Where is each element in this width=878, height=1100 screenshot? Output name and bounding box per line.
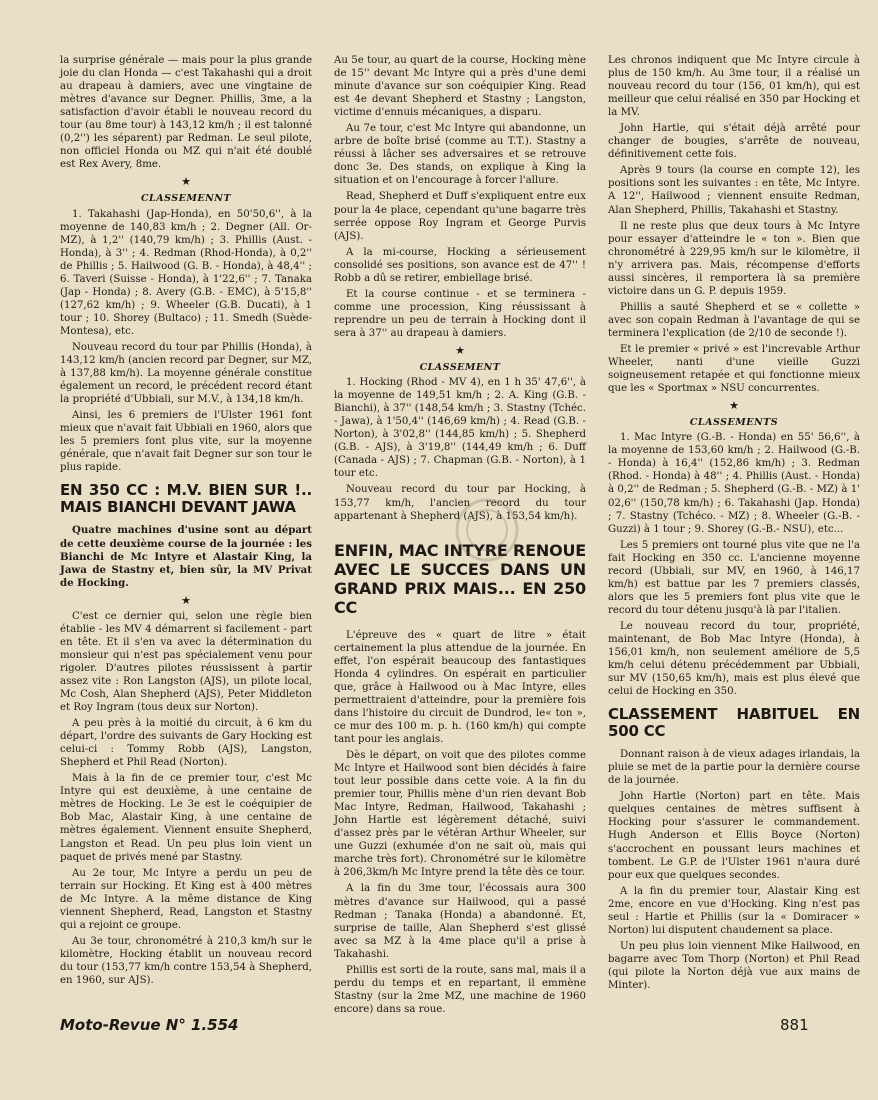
paragraph: Nouveau record du tour par Hocking, à 153,77 km/h, l'ancien record du tour appartenant à Shepherd (AJS), à 153,54 km/h). <box>334 484 586 522</box>
paragraph: John Hartle (Norton) part en tête. Mais quelques centaines de mètres suffisent à Hocking pour s'assurer le commandement. Hugh Anderson et Ellis Boyce (Norton) s'accrochent en poussant leurs machines et tombent. Le G.P. de l'Ulster 1961 n'aura duré pour eux que quelques secondes. <box>608 791 860 881</box>
paragraph: A la mi-course, Hocking a sérieusement consolidé ses positions, son avance est de 47'' ! Robb a dû se retirer, embiellage brisé. <box>334 246 586 284</box>
page-number: 881 <box>780 1016 809 1034</box>
paragraph: Au 2e tour, Mc Intyre a perdu un peu de terrain sur Hocking. Et King est à 400 mètres de Mc Intyre. A la même distance de King viennent Shepherd, Read, Langston et Stastny qui a rejoint ce groupe. <box>60 867 312 931</box>
results-title: CLASSEMENT <box>419 362 501 374</box>
paragraph: Au 7e tour, c'est Mc Intyre qui abandonne, un arbre de boîte brisé (comme au T.T.). Stastny a réussi à lâcher ses adversaires et se retrouve donc 3e. Des stands, on explique à King la situation et on l'encourage à forcer l'allure. <box>334 123 586 187</box>
paragraph: Au 3e tour, chronométré à 210,3 km/h sur le kilomètre, Hocking établit un nouveau record du tour (153,77 km/h contre 153,54 à Shepherd, en 1960, sur AJS). <box>60 935 312 986</box>
star-separator: ★ <box>181 175 191 189</box>
paragraph: Nouveau record du tour par Phillis (Honda), à 143,12 km/h (ancien record par Degner, sur MZ, à 137,88 km/h). La moyenne générale constitue également un record, le précédent record étant la propriété d'Ubbiali, sur M.V., à 134,18 km/h. <box>60 341 312 406</box>
paragraph: A la fin du 3me tour, l'écossais aura 300 mètres d'avance sur Hailwood, qui a passé Redman ; Tanaka (Honda) a abandonné. Et, surprise de taille, Alan Shepherd s'est glissé avec sa MZ à la 4me place qu'il a prise à Takahashi. <box>334 883 586 960</box>
paragraph: L'épreuve des « quart de litre » était certainement la plus attendue de la journée. En effet, l'on espérait beaucoup des fantastiques Honda 4 cylindres. On espérait en particulier que, grâce à Hailwood ou à Mac Intyre, elles permettraient d'atteindre, pour la première fois dans l'histoire du circuit de Dundrod, le« ton », ce mur des 100 m. p. h. (160 km/h) qui compte tant pour les anglais. <box>334 629 586 745</box>
section-heading: ENFIN, MAC INTYRE RENOUE AVEC LE SUCCES DANS UN GRAND PRIX MAIS... EN 250 CC <box>334 540 586 617</box>
paragraph: Au 5e tour, au quart de la course, Hocking mène de 15'' devant Mc Intyre qui a près d'une demi minute d'avance sur son coéquipier King. Read est 4e devant Shepherd et Stastny ; Langston, victime d'ennuis mécaniques, a disparu. <box>334 55 586 119</box>
paragraph: John Hartle, qui s'était déjà arrêté pour changer de bougies, s'arrête de nouveau, définitivement cette fois. <box>608 123 860 161</box>
paragraph: A peu près à la moitié du circuit, à 6 km du départ, l'ordre des suivants de Gary Hocking est celui-ci : Tommy Robb (AJS), Langston, Shepherd et Phil Read (Norton). <box>60 718 312 769</box>
paragraph: Les 5 premiers ont tourné plus vite que ne l'a fait Hocking en 350 cc. L'ancienne moyenne record (Ubbiali, sur MV, en 1960, à 146,17 km/h) est battue par les 7 premiers classés, alors que les 5 premiers font plus vite que le record du tour détenu jusqu'à là par l'italien. <box>608 539 860 616</box>
paragraph: Le nouveau record du tour, propriété, maintenant, de Bob Mac Intyre (Honda), à 156,01 km/h, non seulement améliore de 5,5 km/h celui détenu précédemment par Ubbiali, sur MV (150,65 km/h), mais est plus élevé que celui de Hocking en 350. <box>608 620 860 698</box>
star-separator: ★ <box>181 593 191 607</box>
paragraph: Les chronos indiquent que Mc Intyre circule à plus de 150 km/h. Au 3me tour, il a réalisé un nouveau record du tour (156, 01 km/h), qui est meilleur que celui réalisé en 350 par Hocking et la MV. <box>608 55 860 119</box>
star-separator: ★ <box>455 343 465 357</box>
star-separator: ★ <box>729 399 739 413</box>
paragraph: Mais à la fin de ce premier tour, c'est Mc Intyre qui est deuxième, à une centaine de mètres de Hocking. Le 3e est le coéquipier de Bob Mac, Alastair King, à une centaine de mètres également. Viennent ensuite Shepherd, Langston et Read. Un peu plus loin vient un paquet de privés mené par Stastny. <box>60 773 312 863</box>
paragraph: Et le premier « privé » est l'increvable Arthur Wheeler, nanti d'une vieille Guzzi soigneusement retapée et qui fonctionne mieux que les « Sportmax » NSU concurrentes. <box>608 343 860 395</box>
paragraph: A la fin du premier tour, Alastair King est 2me, encore en vue d'Hocking. King n'est pas seul : Hartle et Phillis (sur la « Domiracer » Norton) lui disputent chaudement sa place. <box>608 885 860 936</box>
column-1 <box>60 54 312 1044</box>
paragraph: Phillis est sorti de la route, sans mal, mais il a perdu du temps et en repartant, il emmène Stastny (sur la 2me MZ, une machine de 1960 encore) dans sa roue. <box>334 964 586 1015</box>
paragraph: C'est ce dernier qui, selon une règle bien établie - les MV 4 démarrent si facilement - part en tête. Et il s'en va avec la détermination du monsieur qui n'est pas spécialement venu pour rigoler. D'autres pilotes réussissent à partir assez vite : Ron Langston (AJS), un pilote local, Mc Cosh, Alan Shepherd (AJS), Peter Middleton et Roy Ingram (tous deux sur Norton). <box>60 610 312 714</box>
paragraph: Dès le départ, on voit que des pilotes comme Mc Intyre et Hailwood sont bien décidés à faire tout leur possible dans cette voie. A la fin du premier tour, Phillis mène d'un rien devant Bob Mac Intyre, Redman, Hailwood, Takahashi ; John Hartle est légèrement détaché, suivi d'assez près par le vétéran Arthur Wheeler, sur une Guzzi (exhumée d'on ne sait où, mais qui marche très fort). Chronométré sur le kilomètre à 206,3km/h Mc Intyre prend la tête dès ce tour. <box>334 750 586 879</box>
column-3 <box>608 54 860 1044</box>
magazine-footer: Moto-Revue N° 1.554 <box>60 1016 239 1034</box>
paragraph: Et la course continue - et se terminera - comme une procession, King réussissant à reprendre un peu de terrain à Hocking dont il sera à 37'' au drapeau à damiers. <box>334 288 586 339</box>
paragraph: Un peu plus loin viennent Mike Hailwood, en bagarre avec Tom Thorp (Norton) et Phil Read (qui pilote la Norton déjà vue aux mains de Minter). <box>608 940 860 991</box>
results-text: 1. Takahashi (Jap-Honda), en 50'50,6'', à la moyenne de 140,83 km/h ; 2. Degner (All. Or-MZ), à 1,2'' (140,79 km/h) ; 3. Phillis (Aust. - Honda), à 3'' ; 4. Redman (Rhod-Honda), à 0,2'' de Phillis ; 5. Hailwood (G. B. - Honda), à 48,4'' ; 6. Taveri (Suisse - Honda), à 1'22,6'' ; 7. Tanaka (Jap - Honda) ; 8. Avery (G.B. - EMC), à 5'15,8'' (127,62 km/h) ; 9. Wheeler (G.B. Ducati), à 1 tour ; 10. Shorey (Bultaco) ; 11. Smedh (Suède-Montesa), etc. <box>60 208 312 337</box>
library-stamp-icon <box>452 495 522 565</box>
paragraph: la surprise générale — mais pour la plus grande joie du clan Honda — c'est Takahashi qui a droit au drapeau à damiers, avec une vingtaine de mètres d'avance sur Degner. Phillis, 3me, a la satisfaction d'avoir établi le nouveau record du tour (au 8me tour) à 143,12 km/h ; il est talonné (0,2'') les séparent) par Redman. Le seul pilote, non officiel Honda ou MZ qui n'ait été doublé est Rex Avery, 8me. <box>60 55 312 171</box>
results-title: CLASSEMENTS <box>689 417 779 429</box>
paragraph: Après 9 tours (la course en compte 12), les positions sont les suivantes : en tête, Mc Intyre. A 12'', Hailwood ; viennent ensuite Redman, Alan Shepherd, Phillis, Takahashi et Stastny. <box>608 165 860 216</box>
results-text: 1. Mac Intyre (G.-B. - Honda) en 55' 56,6'', à la moyenne de 153,60 km/h ; 2. Hailwood (G.-B. - Honda) à 16,4'' (152,86 km/h) ; 3. Redman (Rhod. - Honda) à 48'' ; 4. Phillis (Aust. - Honda) à 0,2'' de Redman ; 5. Shepherd (G.-B. - MZ) à 1' 02,6'' (150,78 km/h) ; 6. Takahashi (Jap. Honda) ; 7. Stastny (Tchéco. - MZ) ; 8. Wheeler (G.-B. - Guzzi) à 1 tour ; 9. Shorey (G.-B.- NSU), etc... <box>608 432 860 535</box>
section-heading: CLASSEMENT HABITUEL EN 500 CC <box>608 705 860 741</box>
results-title: CLASSEMENNT <box>140 193 232 205</box>
paragraph: Ainsi, les 6 premiers de l'Ulster 1961 font mieux que n'avait fait Ubbiali en 1960, alors que les 5 premiers font plus vite, sur la moyenne générale, que n'avait fait Degner sur son tour le plus rapide. <box>60 410 312 474</box>
paragraph-lead: Quatre machines d'usine sont au départ de cette deuxième course de la journée : les Bianchi de Mc Intyre et Alastair King, la Jawa de Stastny et, bien sûr, la MV Privat de Hocking. <box>60 524 312 589</box>
paragraph: Il ne reste plus que deux tours à Mc Intyre pour essayer d'atteindre le « ton ». Bien que chronométré à 229,95 km/h sur le kilomètre, il n'y arrivera pas. Mais, récompense d'efforts aussi sincères, il remportera là sa première victoire dans un G. P. depuis 1959. <box>608 220 860 297</box>
paragraph: Phillis a sauté Shepherd et se « collette » avec son copain Redman à l'avantage de qui se terminera l'explication (de 2/10 de seconde !). <box>608 301 860 339</box>
paragraph: Read, Shepherd et Duff s'expliquent entre eux pour la 4e place, cependant qu'une bagarre très serrée oppose Roy Ingram et George Purvis (AJS). <box>334 191 586 242</box>
results-text: 1. Hocking (Rhod - MV 4), en 1 h 35' 47,6'', à la moyenne de 149,51 km/h ; 2. A. King (G.B. - Bianchi), à 37'' (148,54 km/h ; 3. Stastny (Tchéc. - Jawa), à 1'50,4'' (146,69 km/h) ; 4. Read (G.B. - Norton), à 3'02,8'' (144,85 km/h) ; 5. Shepherd (G.B. - AJS), à 3'19,8'' (144,49 km/h ; 6. Duff (Canada - AJS) ; 7. Chapman (G.B. - Norton), à 1 tour etc. <box>334 377 586 480</box>
paragraph: Donnant raison à de vieux adages irlandais, la pluie se met de la partie pour la dernière course de la journée. <box>608 749 860 787</box>
section-heading: EN 350 CC : M.V. BIEN SUR !.. MAIS BIANCHI DEVANT JAWA <box>60 481 312 517</box>
